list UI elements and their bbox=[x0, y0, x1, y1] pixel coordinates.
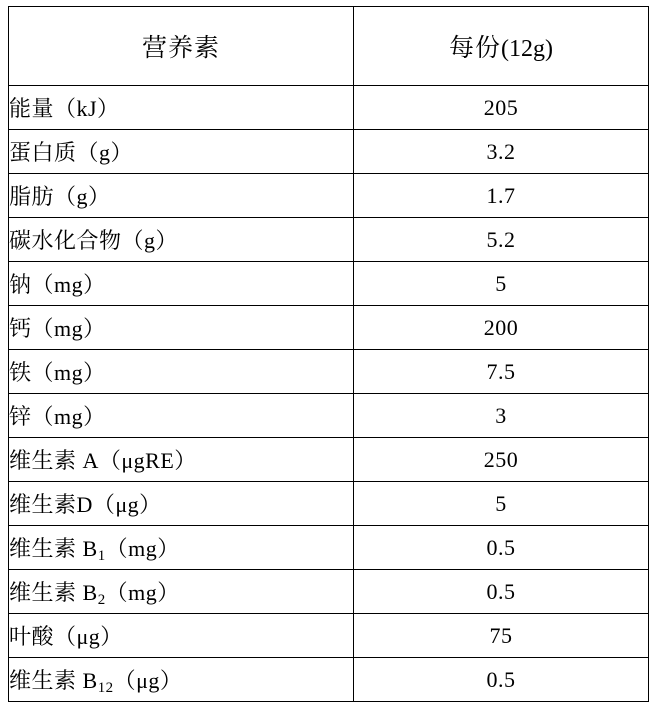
row-value-energy: 205 bbox=[354, 86, 649, 130]
row-value-vitamin-b2: 0.5 bbox=[354, 570, 649, 614]
row-label-carbohydrate: 碳水化合物（g） bbox=[9, 218, 354, 262]
table-row bbox=[9, 350, 649, 394]
table-row bbox=[9, 306, 649, 350]
row-value-vitamin-b1: 0.5 bbox=[354, 526, 649, 570]
row-label-sodium: 钠（mg） bbox=[9, 262, 354, 306]
row-label-vitamin-b12-unit: （μg） bbox=[113, 668, 183, 693]
row-label-energy: 能量（kJ） bbox=[9, 86, 354, 130]
table-row bbox=[9, 658, 649, 702]
row-label-vitamin-b2-unit: （mg） bbox=[105, 580, 180, 605]
row-label-vitamin-d: 维生素D（μg） bbox=[9, 482, 354, 526]
row-label-vitamin-b1-name: 维生素 B bbox=[9, 536, 98, 561]
header-per-serving-qty: (12g) bbox=[501, 36, 553, 62]
row-value-zinc: 3 bbox=[354, 394, 649, 438]
header-per-serving-name: 每份 bbox=[449, 35, 502, 62]
header-per-serving bbox=[354, 7, 649, 86]
row-label-folic-acid: 叶酸（μg） bbox=[9, 614, 354, 658]
row-value-calcium: 200 bbox=[354, 306, 649, 350]
row-value-sodium: 5 bbox=[354, 262, 649, 306]
row-value-fat: 1.7 bbox=[354, 174, 649, 218]
row-label-protein: 蛋白质（g） bbox=[9, 130, 354, 174]
header-nutrient: 营养素 bbox=[9, 7, 354, 86]
table-row bbox=[9, 438, 649, 482]
table-row bbox=[9, 394, 649, 438]
row-label-fat: 脂肪（g） bbox=[9, 174, 354, 218]
row-label-vitamin-b1-unit: （mg） bbox=[105, 536, 180, 561]
row-label-vitamin-b12-sub: 12 bbox=[97, 680, 114, 697]
table-row bbox=[9, 482, 649, 526]
row-value-folic-acid: 75 bbox=[354, 614, 649, 658]
row-value-vitamin-b12: 0.5 bbox=[354, 658, 649, 702]
row-value-iron: 7.5 bbox=[354, 350, 649, 394]
row-label-iron: 铁（mg） bbox=[9, 350, 354, 394]
table-row bbox=[9, 86, 649, 130]
nutrition-facts-table bbox=[8, 6, 649, 702]
table-row bbox=[9, 174, 649, 218]
row-label-vitamin-a: 维生素 A（μgRE） bbox=[9, 438, 354, 482]
table-row bbox=[9, 614, 649, 658]
row-label-vitamin-b12 bbox=[9, 658, 354, 702]
row-label-vitamin-b1-sub: 1 bbox=[97, 548, 106, 565]
row-value-vitamin-a: 250 bbox=[354, 438, 649, 482]
table-row bbox=[9, 262, 649, 306]
table-header-row bbox=[9, 7, 649, 86]
row-label-zinc: 锌（mg） bbox=[9, 394, 354, 438]
row-value-carbohydrate: 5.2 bbox=[354, 218, 649, 262]
row-label-vitamin-b1 bbox=[9, 526, 354, 570]
table-row bbox=[9, 218, 649, 262]
table-row bbox=[9, 570, 649, 614]
table-row bbox=[9, 526, 649, 570]
row-label-vitamin-b12-name: 维生素 B bbox=[9, 668, 98, 693]
row-value-vitamin-d: 5 bbox=[354, 482, 649, 526]
row-label-vitamin-b2-name: 维生素 B bbox=[9, 580, 98, 605]
row-label-vitamin-b2-sub: 2 bbox=[97, 592, 106, 609]
row-value-protein: 3.2 bbox=[354, 130, 649, 174]
row-label-vitamin-b2 bbox=[9, 570, 354, 614]
table-row bbox=[9, 130, 649, 174]
row-label-calcium: 钙（mg） bbox=[9, 306, 354, 350]
